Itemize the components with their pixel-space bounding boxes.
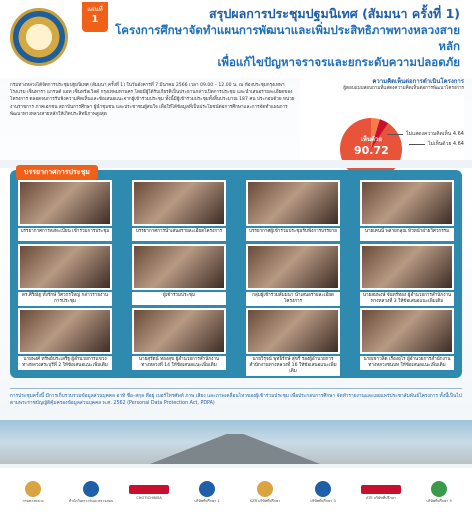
department-logo — [10, 8, 68, 66]
footer-org — [356, 485, 406, 501]
panel-tag: บรรยากาศการประชุม — [16, 165, 98, 180]
org-logo — [361, 485, 401, 494]
photo-card — [132, 308, 226, 370]
photo-card — [18, 180, 112, 241]
title-line-3: เพื่อแก้ไขปัญหาจราจรและยกระดับความปลอดภัย — [217, 55, 460, 69]
event-photo — [360, 308, 454, 354]
footer-org — [124, 485, 174, 501]
org-name: บริษัทที่ปรึกษา 3 — [310, 499, 336, 504]
photo-caption: บรรยากาศการนำเสนอรายละเอียดโครงการ — [132, 228, 226, 241]
photo-card — [360, 244, 454, 306]
photo-card — [18, 308, 112, 370]
org-name: SZR บริษัทที่ปรึกษา — [249, 499, 281, 504]
event-photo — [132, 180, 226, 226]
photo-card — [18, 244, 112, 306]
footer-logos — [0, 468, 472, 517]
photo-card — [360, 308, 454, 370]
highway-banner — [0, 420, 472, 464]
org-name: ATE บริษัทที่ปรึกษา — [366, 495, 396, 500]
legend-no-opinion-label: ไม่แสดงความคิดเห็น 4.64 — [406, 131, 464, 137]
photo-card — [360, 180, 454, 241]
title-line-1: สรุปผลการประชุมปฐมนิเทศ (สัมมนา ครั้งที่ 1) — [209, 6, 460, 21]
opinion-chart — [300, 78, 464, 160]
org-logo — [25, 481, 41, 497]
photo-caption: บรรยากาศผู้เข้าร่วมประชุมรับฟังการบรรยาย — [246, 228, 340, 241]
photo-card — [246, 308, 340, 376]
legend-disagree-label: ไม่เห็นด้วย 4.64 — [428, 141, 464, 147]
event-photo — [360, 180, 454, 226]
legend-line — [387, 134, 403, 135]
event-photo — [132, 244, 226, 290]
photo-caption: ผู้เข้าร่วมประชุม — [132, 292, 226, 305]
org-name: สำนักวิเคราะห์และตรวจสอบ — [68, 499, 114, 504]
event-photo — [18, 308, 112, 354]
photo-caption: บรรยากาศการลงทะเบียน เข้าร่วมการประชุม — [18, 228, 112, 241]
photo-caption: นายเชาวลิต เรืองอุไร ผู้อำนวยการสำนักงานทางหลวงชนบท ให้ข้อเสนอแนะเพิ่มเติม — [360, 356, 454, 370]
agree-label: เห็นด้วย — [360, 136, 382, 143]
intro-paragraph: กรมทางหลวงได้จัดการประชุมปฐมนิเทศ (สัมมนา ครั้งที่ 1) ในวันอังคารที่ 7 มีนาคม 2566 เวลา 09.00 – 12.00 น. ณ ห้องประชุมกรุงเทพฯ โรงแรม เซ็นทารา แกรนด์ แอท เซ็นทรัลเวิลด์ กรุงเทพมหานคร โดยมีผู้ได้รับเกียรติเป็นประธานกล่าวเปิดการประชุม และนำเสนอรายละเอียดของโครงการ ตลอดจนการรับฟังความคิดเห็นและข้อเสนอแนะจากผู้เข้าร่วมประชุม ทั้งนี้มีผู้เข้าร่วมประชุมทั้งสิ้นประมาณ 187 คน ประกอบด้วย หน่วยงานราชการ ภาคเอกชน สถาบันการศึกษา ผู้นำชุมชน และประชาชนผู้สนใจ เพื่อให้ได้ข้อมูลที่เป็นประโยชน์ต่อการศึกษาและการจัดทำแผนการพัฒนาทางหลวงสายหลักให้เกิดประสิทธิภาพสูงสุด — [10, 83, 295, 117]
chart-subtitle: ผู้ตอบแบบสอบถามที่แสดงความคิดเห็นต่อการพัฒนาโครงการ — [343, 86, 464, 91]
pdpa-note: การประชุมครั้งนี้ มีการเก็บรวบรวมข้อมูลส่วนบุคคล อาทิ ชื่อ–สกุล ที่อยู่ เบอร์โทรศัพท์ ภาพ เสียง และภาพเคลื่อนไหวของผู้เข้าร่วมประชุม เพื่อประกอบการศึกษา จัดทำรายงานและเผยแพร่ประชาสัมพันธ์โครงการ ทั้งนี้เป็นไปตามพระราชบัญญัติคุ้มครองข้อมูลส่วนบุคคล พ.ศ. 2562 (Personal Data Protection Act, PDPA) — [10, 388, 462, 407]
org-name: CHOTICHINDA — [136, 495, 162, 500]
sheet-badge-label: แผ่นที่ — [87, 6, 103, 13]
event-photo — [18, 180, 112, 226]
org-name: กรมทางหลวง — [22, 499, 44, 504]
footer-org — [240, 481, 290, 504]
agree-value: 90.72 — [354, 144, 389, 157]
pie-main-label — [354, 134, 389, 157]
org-logo — [199, 481, 215, 497]
header — [0, 0, 472, 78]
footer-org — [8, 481, 58, 504]
photo-caption: นายสมพงษ์ จันทร์ทอง ผู้อำนวยการสำนักงานทางหลวงที่ 3 ให้ข้อเสนอแนะเพิ่มเติม — [360, 292, 454, 306]
legend-disagree — [409, 140, 464, 148]
legend-line — [409, 144, 425, 145]
event-photo — [246, 308, 340, 354]
chart-title: ความคิดเห็นต่อการดำเนินโครงการ — [372, 78, 464, 85]
photo-caption: นายเคนนี่ พลายกลุณ หัวหน้าฝ่ายวิศวกรรม — [360, 228, 454, 241]
photo-caption: นายวิรุจน์ พุทธิรักษ์ สุขรี รองผู้อำนวยการสำนักงานทางหลวงที่ 16 ให้ข้อเสนอแนะเพิ่มเติม — [246, 356, 340, 376]
photo-card — [246, 180, 340, 241]
footer-org — [414, 481, 464, 504]
event-photo — [360, 244, 454, 290]
org-logo — [315, 481, 331, 497]
photo-card — [132, 244, 226, 305]
photo-grid — [18, 180, 454, 372]
footer-org — [66, 481, 116, 504]
photo-caption: นายพงศ์ ทรัพย์ประเสริฐ ผู้อำนวยการแขวงทางหลวงสระบุรีที่ 2 ให้ข้อเสนอแนะเพิ่มเติม — [18, 356, 112, 370]
photo-card — [132, 180, 226, 241]
event-photo — [132, 308, 226, 354]
photo-panel — [10, 170, 462, 378]
event-photo — [246, 244, 340, 290]
event-photo — [18, 244, 112, 290]
legend-no-opinion — [387, 130, 464, 138]
photo-card — [246, 244, 340, 306]
page-title — [100, 5, 460, 70]
org-logo — [257, 481, 273, 497]
org-name: บริษัทที่ปรึกษา 1 — [194, 499, 220, 504]
event-photo — [246, 180, 340, 226]
org-logo — [431, 481, 447, 497]
photo-caption: กลุ่มผู้เข้าร่วมสัมมนา นำเสนอรายละเอียดโครงการ — [246, 292, 340, 306]
footer-org — [182, 481, 232, 504]
road-lane — [150, 434, 320, 464]
title-line-2: โครงการศึกษาจัดทำแผนการพัฒนาและเพิ่มประสิทธิภาพทางหลวงสายหลัก — [115, 23, 460, 53]
photo-caption: ดร.ศิริณัฐ ทั้งรักษ์ วิศวกรใหญ่ กล่าวรายงานการประชุม — [18, 292, 112, 306]
org-logo — [83, 481, 99, 497]
org-name: บริษัทที่ปรึกษา 5 — [426, 499, 452, 504]
photo-caption: นายสุรัตน์ ทองสุข ผู้อำนวยการสำนักงานทางหลวงที่ 14 ให้ข้อเสนอแนะเพิ่มเติม — [132, 356, 226, 370]
footer-org — [298, 481, 348, 504]
sheet-badge-number: 1 — [91, 14, 99, 25]
org-logo — [129, 485, 169, 494]
